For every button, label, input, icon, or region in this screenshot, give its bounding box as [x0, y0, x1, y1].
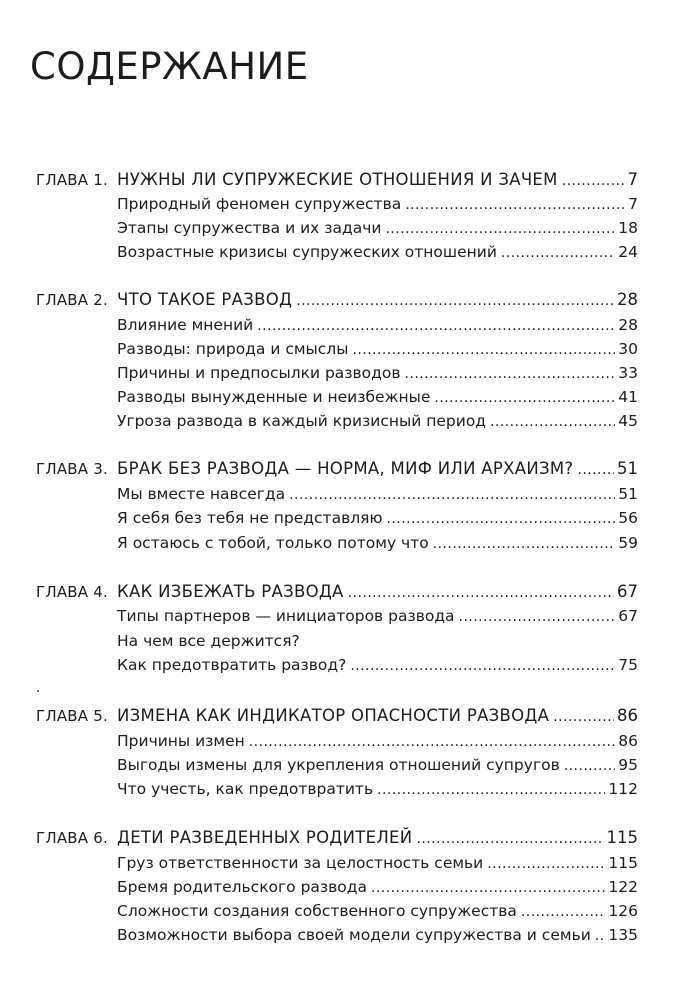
dot-leader [490, 410, 615, 434]
toc-entry[interactable] [117, 604, 638, 628]
page-number: 41 [618, 388, 638, 406]
page-number: 28 [618, 316, 638, 334]
toc-entry[interactable] [117, 361, 638, 385]
toc-entry[interactable] [117, 851, 638, 875]
entry-title: На чем все держится? [117, 632, 300, 650]
entry-title: Разводы вынужденные и неизбежные [117, 388, 431, 406]
toc-entry[interactable] [117, 777, 638, 801]
page-number: 126 [608, 902, 638, 920]
entry-title: Возможности выбора своей модели супружества и семьи [117, 926, 591, 944]
page-number: 115 [606, 828, 638, 847]
page-number: 135 [608, 926, 638, 944]
chapter-number: ГЛАВА 4. [36, 583, 108, 601]
chapter-number: ГЛАВА 6. [36, 829, 108, 847]
toc-entry[interactable] [117, 482, 638, 506]
dot-leader [377, 778, 605, 802]
chapter-title: БРАК БЕЗ РАЗВОДА — НОРМА, МИФ ИЛИ АРХАИЗМ? [117, 459, 574, 478]
dot-leader [433, 532, 616, 556]
dot-leader [387, 507, 616, 531]
dot-leader [487, 852, 605, 876]
dot-leader [385, 217, 615, 241]
dot-leader [289, 483, 615, 507]
dot-leader [434, 386, 615, 410]
toc-entry[interactable] [117, 923, 638, 947]
toc-entry[interactable] [117, 653, 638, 677]
toc-entry[interactable] [117, 240, 638, 264]
page-number: 18 [618, 219, 638, 237]
toc-entry[interactable] [117, 192, 638, 216]
chapter-number: ГЛАВА 1. [36, 171, 108, 189]
dot-leader [521, 900, 606, 924]
entry-title: Возрастные кризисы супружеских отношений [117, 243, 497, 261]
dot-leader [405, 193, 625, 217]
dot-leader [595, 924, 606, 948]
dot-leader [350, 654, 615, 678]
toc-entry[interactable] [117, 629, 638, 653]
page-number: 86 [618, 732, 638, 750]
entry-title: Груз ответственности за целостность семьи [117, 854, 484, 872]
page-number: 112 [608, 780, 638, 798]
entry-title: Разводы: природа и смыслы [117, 340, 349, 358]
chapter-title: ДЕТИ РАЗВЕДЕННЫХ РОДИТЕЛЕЙ [117, 828, 413, 847]
toc-entry[interactable] [117, 753, 638, 777]
chapter-number: ГЛАВА 2. [36, 291, 108, 309]
scan-speck [37, 690, 39, 692]
dot-leader [416, 827, 603, 851]
chapter-heading[interactable] [36, 580, 638, 604]
entry-title: Угроза развода в каждый кризисный период [117, 412, 487, 430]
page-number: 59 [618, 534, 638, 552]
toc-entry[interactable] [117, 313, 638, 337]
toc-entry[interactable] [117, 409, 638, 433]
dot-leader [459, 605, 616, 629]
page-number: 33 [618, 364, 638, 382]
entry-title: Я себя без тебя не представляю [117, 509, 383, 527]
toc-entry[interactable] [117, 531, 638, 555]
chapter-title: ЧТО ТАКОЕ РАЗВОД [117, 290, 293, 309]
chapter-heading[interactable] [36, 704, 638, 728]
toc-entry[interactable] [117, 899, 638, 923]
entry-title: Сложности создания собственного супружества [117, 902, 517, 920]
page-number: 56 [618, 509, 638, 527]
page-number: 122 [608, 878, 638, 896]
entry-title: Причины и предпосылки разводов [117, 364, 401, 382]
chapter-title: НУЖНЫ ЛИ СУПРУЖЕСКИЕ ОТНОШЕНИЯ И ЗАЧЕМ [117, 170, 558, 189]
entry-title: Этапы супружества и их задачи [117, 219, 382, 237]
toc-entry[interactable] [117, 875, 638, 899]
page-number: 45 [618, 412, 638, 430]
page-number: 67 [618, 607, 638, 625]
entry-title: Причины измен [117, 732, 245, 750]
dot-leader [249, 730, 615, 754]
entry-title: Мы вместе навсегда [117, 485, 286, 503]
dot-leader [564, 754, 616, 778]
page-number: 51 [617, 459, 638, 478]
dot-leader [553, 705, 614, 729]
entry-title: Как предотвратить развод? [117, 656, 347, 674]
page-number: 67 [617, 582, 638, 601]
entry-title: Бремя родительского развода [117, 878, 368, 896]
toc-entry[interactable] [117, 506, 638, 530]
toc-entry[interactable] [117, 337, 638, 361]
toc-entry[interactable] [117, 385, 638, 409]
page-number: 75 [618, 656, 638, 674]
dot-leader [296, 289, 614, 313]
page-number: 95 [618, 756, 638, 774]
dot-leader [352, 338, 615, 362]
entry-title: Что учесть, как предотвратить [117, 780, 374, 798]
dot-leader [371, 876, 605, 900]
entry-title: Выгоды измены для укрепления отношений супругов [117, 756, 560, 774]
page-number: 51 [618, 485, 638, 503]
page-number: 115 [608, 854, 638, 872]
entry-title: Влияние мнений [117, 316, 254, 334]
dot-leader [405, 362, 616, 386]
dot-leader [501, 241, 615, 265]
chapter-heading[interactable] [36, 168, 638, 192]
page-number: 30 [618, 340, 638, 358]
chapter-number: ГЛАВА 3. [36, 460, 108, 478]
page-number: 86 [617, 706, 638, 725]
chapter-title: ИЗМЕНА КАК ИНДИКАТОР ОПАСНОСТИ РАЗВОДА [117, 706, 550, 725]
dot-leader [577, 458, 614, 482]
chapter-heading[interactable] [36, 457, 638, 481]
chapter-heading[interactable] [36, 288, 638, 312]
page-number: 7 [628, 195, 638, 213]
entry-title: Типы партнеров — инициаторов развода [117, 607, 455, 625]
dot-leader [348, 581, 614, 605]
chapter-title: КАК ИЗБЕЖАТЬ РАЗВОДА [117, 582, 344, 601]
chapter-number: ГЛАВА 5. [36, 707, 108, 725]
page-number: 24 [618, 243, 638, 261]
page-number: 28 [617, 290, 638, 309]
entry-title: Я остаюсь с тобой, только потому что [117, 534, 429, 552]
toc-entry[interactable] [117, 729, 638, 753]
dot-leader [562, 169, 625, 193]
toc-entry[interactable] [117, 216, 638, 240]
entry-title: Природный феномен супружества [117, 195, 402, 213]
page-number: 7 [627, 170, 638, 189]
dot-leader [257, 314, 615, 338]
page-title: СОДЕРЖАНИЕ [30, 45, 309, 88]
chapter-heading[interactable] [36, 826, 638, 850]
